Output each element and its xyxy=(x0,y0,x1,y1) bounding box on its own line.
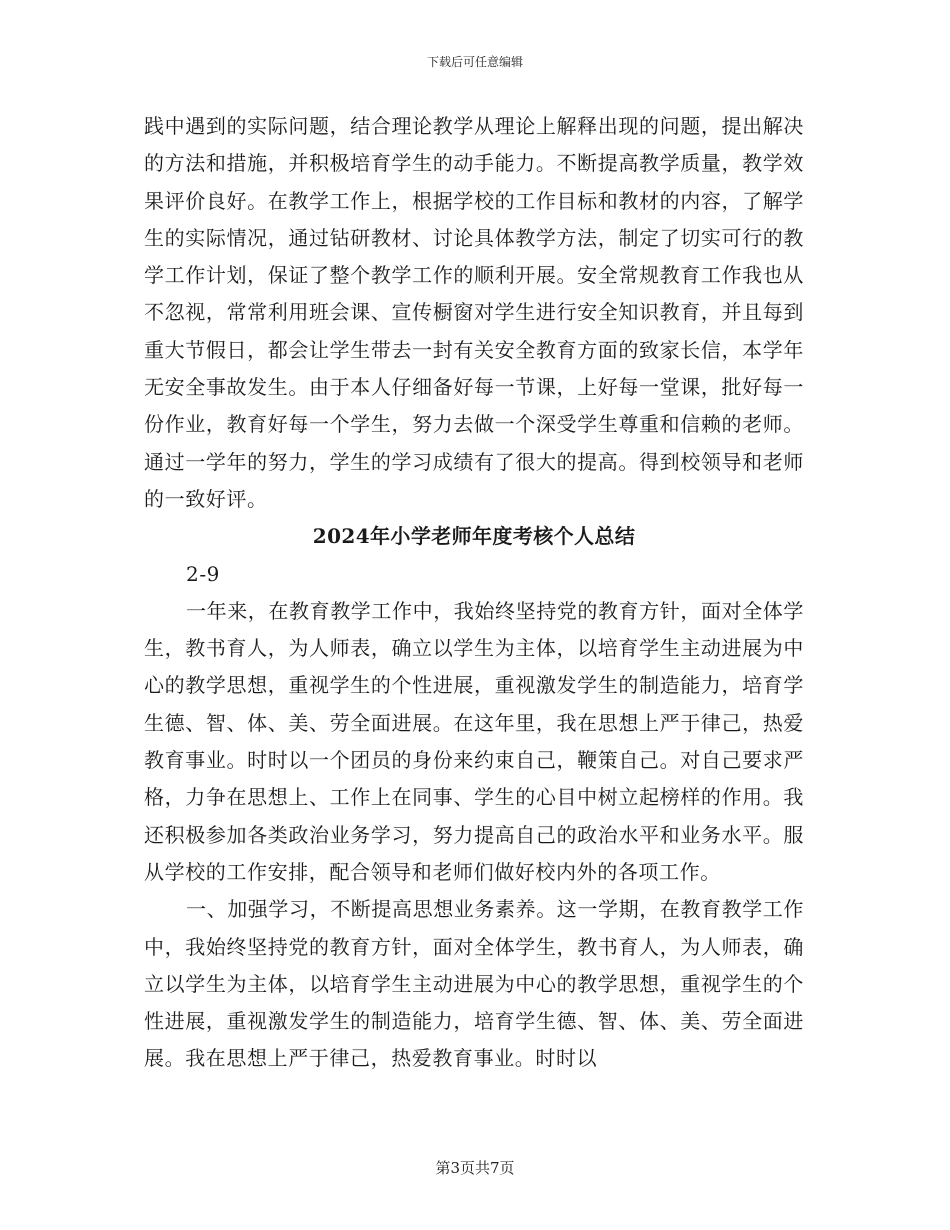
continuation-paragraph: 践中遇到的实际问题，结合理论教学从理论上解释出现的问题，提出解决的方法和措施，并积极培育学生的动手能力。不断提高教学质量，教学效果评价良好。在教学工作上，根据学校的工作目标和教材的内容，了解学生的实际情况，通过钻研教材、讨论具体教学方法，制定了切实可行的教学工作计划，保证了整个教学工作的顺利开展。安全常规教育工作我也从不忽视，常常利用班会课、宣传橱窗对学生进行安全知识教育，并且每到重大节假日，都会让学生带去一封有关安全教育方面的致家长信，本学年无安全事故发生。由于本人仔细备好每一节课，上好每一堂课，批好每一份作业，教育好每一个学生，努力去做一个深受学生尊重和信赖的老师。通过一学年的努力，学生的学习成绩有了很大的提高。得到校领导和老师的一致好评。 xyxy=(144,114,804,511)
page-header: 下载后可任意编辑 xyxy=(426,55,523,69)
body-paragraph: 一年来，在教育教学工作中，我始终坚持党的教育方针，面对全体学生，教书育人，为人师表，确立以学生为主体，以培育学生主动进展为中心的教学思想，重视学生的个性进展，重视激发学生的制造能力，培育学生德、智、体、美、劳全面进展。在这年里，我在思想上严于律己，热爱教育事业。时时以一个团员的身份来约束自己，鞭策自己。对自己要求严格，力争在思想上、工作上在同事、学生的心目中树立起榜样的作用。我还积极参加各类政治业务学习，努力提高自己的政治水平和业务水平。服从学校的工作安排，配合领导和老师们做好校内外的各项工作。 xyxy=(144,598,804,884)
date-line: 2-9 xyxy=(186,561,221,586)
page-footer: 第3页共7页 xyxy=(435,1159,515,1177)
document-title: 2024年小学老师年度考核个人总结 xyxy=(312,524,636,549)
document-body xyxy=(144,108,804,1078)
body-paragraph: 一、加强学习，不断提高思想业务素养。这一学期，在教育教学工作中，我始终坚持党的教育方针，面对全体学生，教书育人，为人师表，确立以学生为主体，以培育学生主动进展为中心的教学思想，重视学生的个性进展，重视激发学生的制造能力，培育学生德、智、体、美、劳全面进展。我在思想上严于律己，热爱教育事业。时时以 xyxy=(144,897,804,1071)
